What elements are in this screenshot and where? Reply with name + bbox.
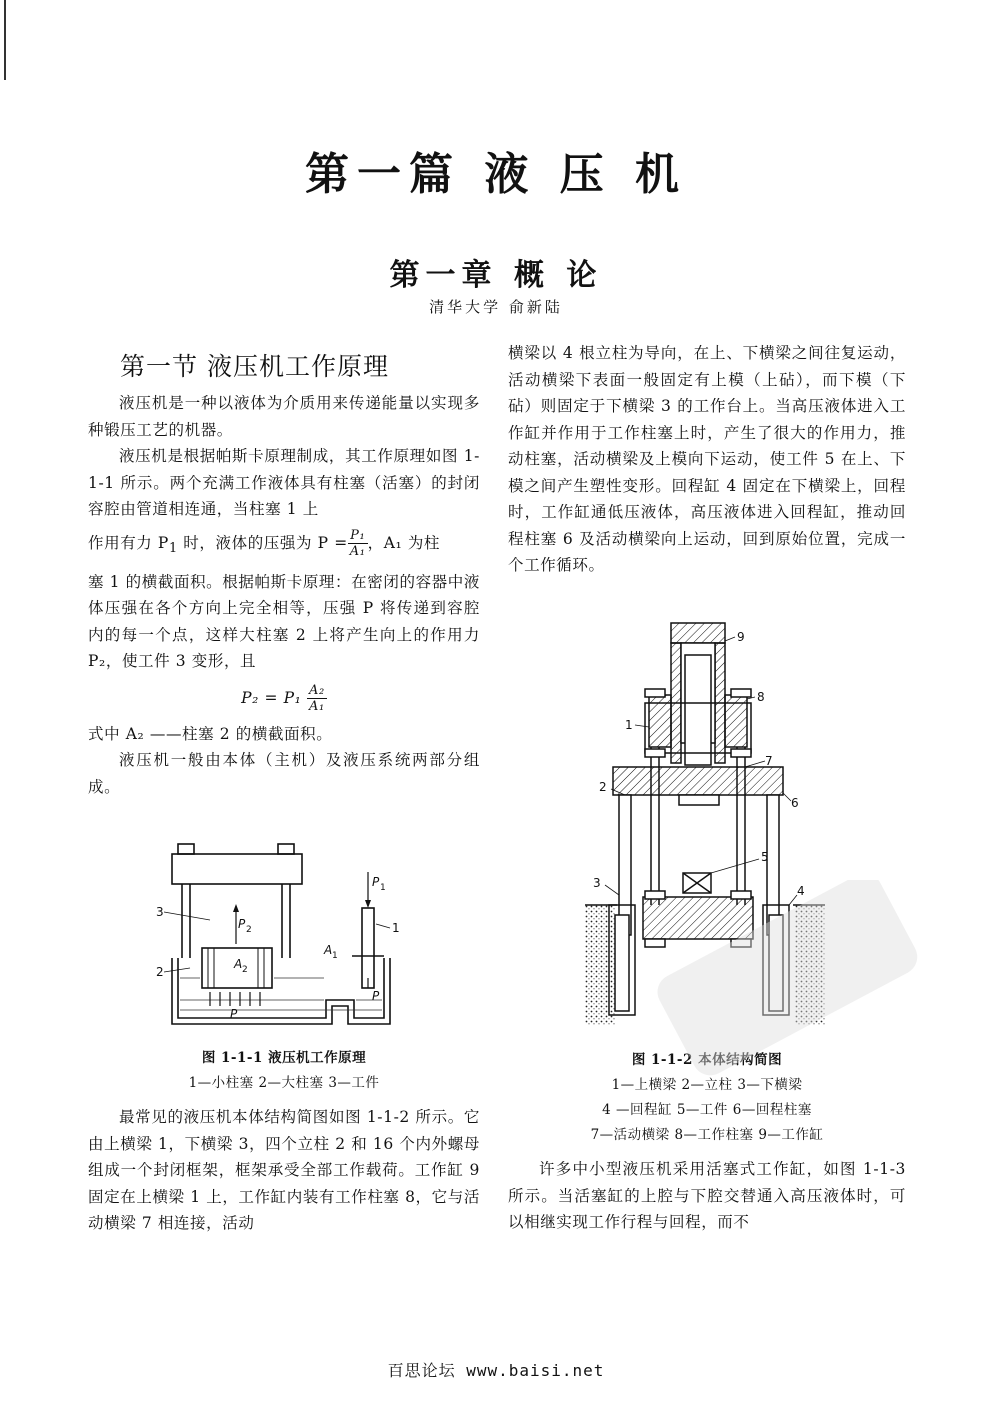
fig2-working-plunger bbox=[685, 655, 711, 765]
section-title: 第一节 液压机工作原理 bbox=[120, 352, 389, 381]
fig2-label-4: 4 bbox=[797, 884, 805, 898]
footer-watermark: 百思论坛 www.baisi.net bbox=[387, 1361, 605, 1380]
fig2-moving-beam bbox=[613, 767, 783, 795]
author-line: 清华大学 俞新陆 bbox=[429, 298, 563, 316]
stamp-watermark bbox=[640, 880, 940, 1100]
fig1-label-1: 1 bbox=[392, 921, 400, 935]
paragraph-structure: 最常见的液压机本体结构简图如图 1-1-2 所示。它由上横梁 1，下横梁 3，四个立柱 2 和 16 个内外螺母组成一个封闭框架，框架承受全部工作载荷。工作缸 9 固定在上横梁 1 上，工作缸内装有工作柱塞 8，它与活动横梁 7 相连接，活动 bbox=[88, 1108, 480, 1232]
fig2-label-5: 5 bbox=[761, 850, 769, 864]
paragraph-pressure-line: 作用有力 $P_1$ 时，液体的压强为 P = $\frac{\text{P₁}}{\text{A₁}}$ ，A₁ 为柱 bbox=[88, 528, 441, 559]
paragraph-composition: 液压机一般由本体（主机）及液压系统两部分组成。 bbox=[88, 751, 480, 796]
fig1-caption-block bbox=[88, 1046, 480, 1096]
fig2-legend-2: 4 —回程缸 5—工件 6—回程柱塞 bbox=[602, 1102, 812, 1118]
fig2-label-3: 3 bbox=[593, 876, 601, 890]
svg-text:1: 1 bbox=[380, 883, 386, 893]
fig1-small-plunger bbox=[362, 908, 374, 988]
fig2-label-8: 8 bbox=[757, 690, 765, 704]
svg-text:2: 2 bbox=[242, 965, 248, 975]
figure-1-1-1 bbox=[150, 828, 420, 1038]
left-column-top bbox=[88, 390, 480, 800]
fig2-label-1: 1 bbox=[625, 718, 633, 732]
fig2-working-cylinder bbox=[671, 623, 725, 643]
paragraph-principle: 液压机是根据帕斯卡原理制成，其工作原理如图 1-1-1 所示。两个充满工作液体具有柱塞（活塞）的封闭容腔由管道相连通，当柱塞 1 上 bbox=[88, 447, 480, 518]
svg-text:A: A bbox=[324, 943, 333, 957]
pressure-fraction: $\frac{\text{P₁}}{\text{A₁}}$ bbox=[349, 528, 366, 559]
svg-text:2: 2 bbox=[246, 925, 252, 935]
paragraph-intro: 液压机是一种以液体为介质用来传递能量以实现多种锻压工艺的机器。 bbox=[88, 394, 480, 439]
right-column-bottom bbox=[508, 1156, 906, 1236]
paragraph-piston-cylinder: 许多中小型液压机采用活塞式工作缸，如图 1-1-3 所示。当活塞缸的上腔与下腔交替通入高压液体时，可以相继实现工作行程与回程，而不 bbox=[508, 1160, 906, 1231]
fig1-label-3: 3 bbox=[156, 905, 164, 919]
fig1-label-2: 2 bbox=[156, 965, 164, 979]
formula-p2: P₂ = P₁ $\frac{\text{A₂}}{\text{A₁}}$ bbox=[241, 683, 325, 715]
fig2-legend-1: 1—上横梁 2—立柱 3—下横梁 bbox=[611, 1077, 803, 1093]
svg-text:P: P bbox=[372, 875, 380, 889]
part-title: 第一篇 液 压 机 bbox=[305, 149, 687, 200]
formula-where: 式中 A₂ ——柱塞 2 的横截面积。 bbox=[88, 724, 333, 743]
fig1-top-beam bbox=[172, 854, 302, 884]
right-column-top bbox=[508, 340, 906, 579]
scan-edge-mark bbox=[4, 0, 6, 80]
fig2-legend-3: 7—活动横梁 8—工作柱塞 9—工作缸 bbox=[590, 1127, 824, 1143]
fig2-label-9: 9 bbox=[737, 630, 745, 644]
fig1-caption: 图 1-1-1 液压机工作原理 bbox=[201, 1050, 367, 1066]
fig2-label-6: 6 bbox=[791, 796, 799, 810]
fig2-label-2: 2 bbox=[599, 780, 607, 794]
paragraph-operation: 横梁以 4 根立柱为导向，在上、下横梁之间往复运动，活动横梁下表面一般固定有上模（上砧），而下模（下砧）则固定于下横梁 3 的工作台上。当高压液体进入工作缸并作用于工作柱塞上时，产生了很大的作用力，推动柱塞，活动横梁及上模向下运动，使工件 5 在上、下模之间产生塑性变形。回程缸 4 固定在下横梁上，回程时，工作缸通低压液体，高压液体进入回程缸，推动回程柱塞 6 及活动横梁向上运动，回到原始位置，完成一个工作循环。 bbox=[508, 344, 906, 574]
left-column-bottom bbox=[88, 1104, 480, 1237]
paragraph-pascal: 塞 1 的横截面积。根据帕斯卡原理：在密闭的容器中液体压强在各个方向上完全相等，压强 P 将传递到容腔内的每一个点，这样大柱塞 2 上将产生向上的作用力 P₂，使工件 3 变形，且 bbox=[88, 572, 480, 671]
fig2-label-7: 7 bbox=[765, 754, 773, 768]
svg-text:A: A bbox=[234, 957, 243, 971]
chapter-title: 第一章 概 论 bbox=[389, 258, 603, 293]
svg-text:P: P bbox=[372, 989, 380, 1003]
svg-text:P: P bbox=[238, 917, 246, 931]
svg-text:P: P bbox=[230, 1007, 238, 1021]
fig1-legend: 1—小柱塞 2—大柱塞 3—工件 bbox=[188, 1075, 380, 1091]
svg-text:1: 1 bbox=[332, 951, 338, 961]
fig2-caption: 图 1-1-2 本体结构简图 bbox=[631, 1052, 783, 1068]
